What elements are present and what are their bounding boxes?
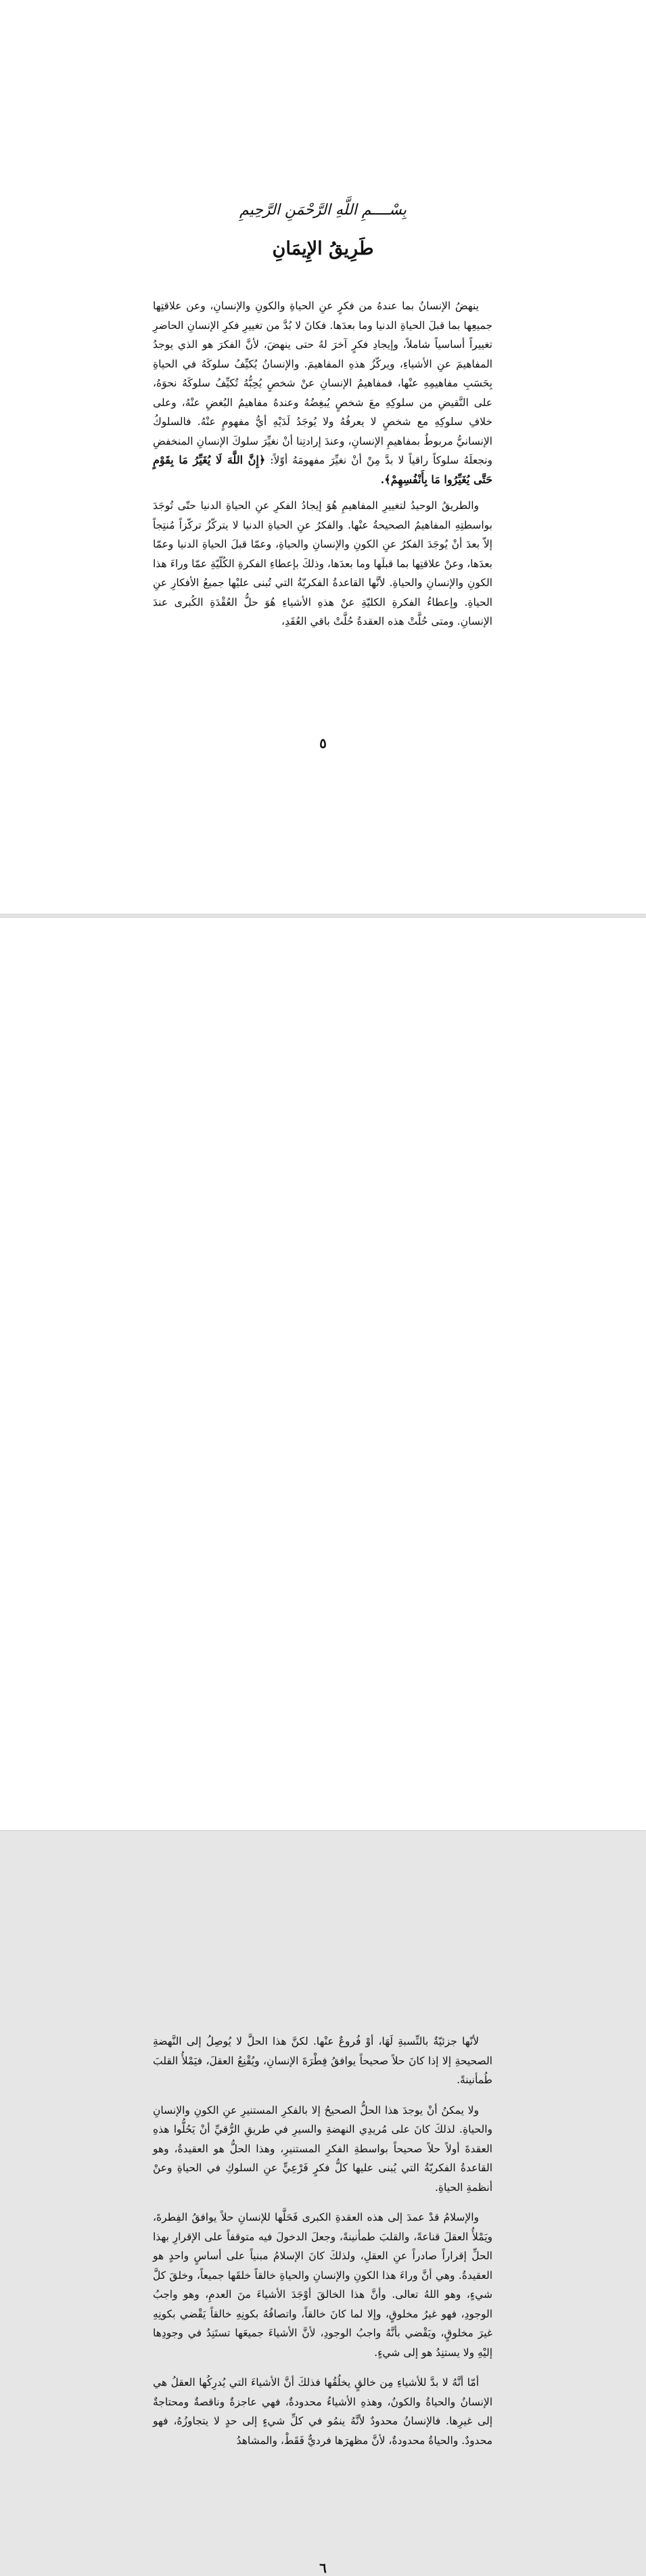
chapter-title: طَرِيقُ الإِيمَانِ: [272, 238, 374, 259]
paragraph: ولا يمكنُ أنْ يوجدَ هذا الحلُّ الصحيحُ إلا بالفكرِ المستنيرِ عنِ الكونِ والإنسانِ والحياةِ. لذلكَ كانَ على مُريدِي النهضةِ والسيرِ في طريقِ الرُّقيِّ أنْ يَحُلُّوا هذهِ العقدةَ أولاً حلاً صحيحاً بواسطةِ الفكرِ المستنيرِ، وهذا الحلُّ هو العقيدةُ، وهو القاعدةُ الفكريّةُ التي يُبنى عليها كلُّ فكرٍ فَرْعِيٍّ عنِ السلوكِ في الحياةِ وعنْ أنظمةِ الحياةِ.: [153, 2104, 492, 2194]
document-page-1: [0, 0, 646, 914]
paragraph: لأنّها جزئيّةٌ بالنِّسبةِ لَهَا، أوْ فُروعٌ عنْها. لكنَّ هذا الحلَّ لا يُوصِلُ إلى النَّهضةِ الصحيحةِ إلا إذا كانَ حلاً صحيحاً يوافقُ فِطْرَةَ الإنسانِ، ويُقْنِعُ العقلَ، فيَمْلأُ القلبَ طُمأنينةً.: [153, 2035, 492, 2086]
paragraph: والطريقُ الوحيدُ لتغييرِ المفاهيمِ هُوَ إيجادُ الفكرِ عنِ الحياةِ الدنيا حتّى تُوجَدَ بواسطتِهِ المفاهيمُ الصحيحةُ عنْها. والفكرُ عنِ الحياةِ الدنيا لا يتركّزُ تركّزاً مُنتِجاً إلاّ بعدَ أنْ يُوجَدَ الفكرُ عنِ الكونِ والإنسانِ والحياةِ، وعمّا قبلَ الحياةِ الدنيا وعمّا بعدَها، وعنْ علاقتِها بما قبلَها وما بعدَها، وذلكَ بإعطاءِ الفكرةِ الكُلّيّةِ عمّا وراءَ هذا الكونِ والإنسانِ والحياةِ. لأنَّها القاعدةُ الفكريّةُ التي تُبنى عليْها جميعُ الأفكارِ عنِ الحياةِ. وإعطاءُ الفكرةِ الكليّةِ عنْ هذهِ الأشياءِ هُوَ حلُّ العُقْدَةِ الكُبرى عندَ الإنسانِ. ومتى حُلَّتْ هذه العقدةُ حُلَّتْ باقي العُقَدِ،: [153, 499, 492, 627]
quran-verse: ﴿إِنَّ اللَّهَ لَا يُغَيِّرُ مَا بِقَوْمٍ حَتَّى يُغَيِّرُوا مَا بِأَنْفُسِهِمْ﴾.: [153, 453, 492, 486]
page-1-body: [153, 296, 492, 631]
paragraph-text: ينهضُ الإنسانُ بما عندهُ من فكرٍ عنِ الحياةِ والكونِ والإنسانِ، وعن علاقتِها جميعِها بما قبلَ الحياةِ الدنيا وما بعدَها. فكانَ لا بُدَّ من تغييرِ فكرِ الإنسانِ الحاضرِ تغييراً أساسياً شاملاً، وإيجادِ فكرٍ آخرَ لهُ حتى ينهضَ، لأنَّ الفكرَ هو الذي يوجدُ المفاهيمَ عنِ الأشياءِ، ويركّزُ هذهِ المفاهيمَ. والإنسانُ يُكيِّفُ سلوكَهُ في الحياةِ بِحَسَبِ مفاهيمِهِ عنْها، فمفاهيمُ الإنسانِ عنْ شخصٍ يُحِبُّهُ تُكيِّفُ سلوكَهُ نحوَهُ، على النَّقيضِ من سلوكِهِ معَ شخصٍ يُبغِضُهُ وعندهُ مفاهيمُ البُغضِ عنْهُ، وعلى خلافِ سلوكِهِ مع شخصٍ لا يعرفُهُ ولا يُوجَدُ لَدَيْهِ أيُّ مفهومٍ عنْهُ. فالسلوكُ الإنسانيُّ مربوطٌ بمفاهيمِ الإنسانِ، وعندَ إرادتِنا أنْ نغيِّرَ سلوكَ الإنسانِ المنخفضِ ونجعلَهُ سلوكاً راقياً لا بدَّ مِنْ أنْ نغيِّرَ مفهومَهُ أوّلاً:: [153, 300, 492, 466]
paragraph: أمّا أنَّهُ لا بدَّ للأشياءِ مِن خالقٍ يخلُقُها فذلكَ أنَّ الأشياءَ التي يُدرِكُها العقلُ هي الإنسانُ والحياةُ والكونُ، وهذهِ الأشياءُ محدودةٌ، فهي عاجزةٌ وناقصةٌ ومحتاجةٌ إلى غيرِها. فالإنسانُ محدودٌ لأنَّهُ ينمُو في كلِّ شيءٍ إلى حدٍ لا يتجاوزُهُ، فهو محدودٌ. والحياةُ محدودةٌ، لأنَّ مظهرَها فرديٌّ فَقَطْ، والمشاهدُ: [153, 2376, 492, 2447]
paragraph: [153, 296, 492, 489]
page-2-body: [153, 2032, 492, 2450]
basmala-heading: بِسْــــمِ اللَّهِ الرَّحْمَنِ الرَّحِيمِ: [239, 202, 407, 219]
page-number: ٥: [319, 735, 327, 751]
paragraph: والإسلامُ قدْ عمدَ إلى هذه العقدةِ الكبرى فَحَلَّها للإنسانِ حلاً يوافقُ الفِطرةَ، ويَمْلأُ العقلَ قناعةً، والقلبَ طمأنينةً، وجعلَ الدخولَ فيه متوقفاً على الإقرارِ بهذا الحلِّ إقراراً صادراً عنِ العقلِ، ولذلكَ كانَ الإسلامُ مبنياً على أساسٍ واحدٍ هو العقيدةُ. وهي أنَّ وراءَ هذا الكونِ والإنسانِ والحياةِ خالقاً خلقَها جميعاً، وخلقَ كلَّ شيءٍ، وهو اللهُ تعالى. وأنَّ هذا الخالقَ أوْجَدَ الأشياءَ منَ العدمِ، وهو واجبُ الوجودِ، فهو غيرُ مخلوقٍ، وإلا لما كانَ خالقاً، واتصافُهُ بكونِهِ خالقاً يَقْضي بكونِهِ غيرَ مخلوقٍ، ويَقْضي بأنَّهُ واجبُ الوجودِ، لأنَّ الأشياءَ جميعَها تستَنِدُ في وجودِها إليْهِ ولا يستنِدُ هو إلى شيءٍ.: [153, 2211, 492, 2359]
document-page-2: [0, 918, 646, 2576]
page-number: ٦: [319, 2560, 327, 2576]
